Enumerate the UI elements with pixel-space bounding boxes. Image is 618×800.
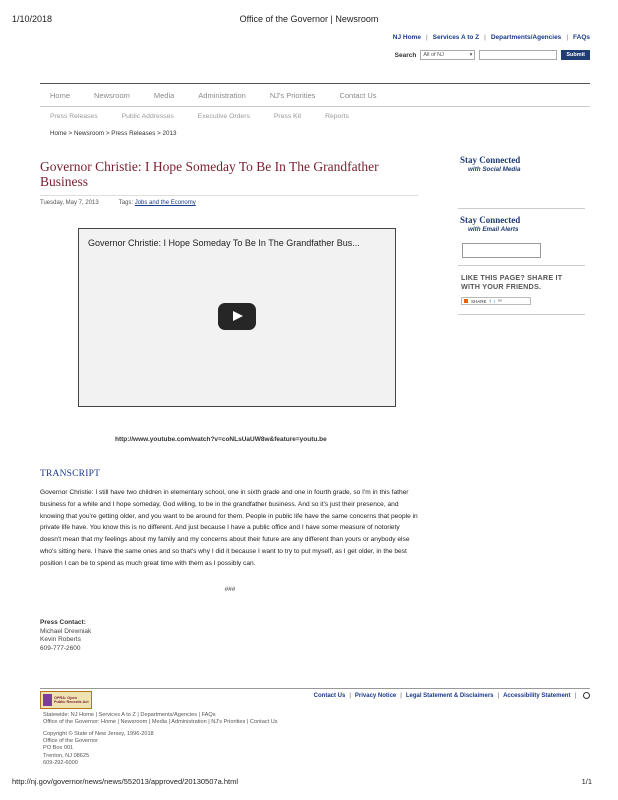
article-date: Tuesday, May 7, 2013 bbox=[40, 200, 99, 206]
nav-divider bbox=[40, 83, 590, 84]
utility-nav: NJ Home | Services A to Z | Departments/Agencies | FAQs bbox=[392, 34, 590, 41]
end-mark: ### bbox=[224, 586, 236, 593]
office-links[interactable]: Office of the Governor: Home | Newsroom | Media | Administration | NJ's Priorities | Contact Us bbox=[43, 719, 278, 725]
footer-accessibility[interactable]: Accessibility Statement bbox=[503, 692, 571, 699]
subnav-executive-orders[interactable]: Executive Orders bbox=[197, 113, 250, 120]
share-button[interactable] bbox=[461, 297, 531, 305]
copyright-block bbox=[43, 731, 154, 767]
press-contact bbox=[40, 619, 91, 653]
social-media-link[interactable]: with Social Media bbox=[468, 166, 521, 173]
footer-privacy-notice[interactable]: Privacy Notice bbox=[354, 692, 397, 699]
nav-home[interactable]: Home bbox=[50, 91, 71, 100]
address-line: Office of the Governor bbox=[43, 738, 98, 745]
twitter-icon: t bbox=[493, 298, 496, 304]
search-bar bbox=[395, 50, 590, 60]
address-line: PO Box 001 bbox=[43, 745, 74, 752]
opra-mark-icon bbox=[43, 694, 52, 706]
page-title: Governor Christie: I Hope Someday To Be In The Grandfather Business bbox=[40, 159, 379, 189]
print-url: http://nj.gov/governor/news/news/552013/approved/20130507a.html bbox=[12, 777, 238, 786]
util-link-departments[interactable]: Departments/Agencies bbox=[490, 34, 562, 41]
subnav-press-kit[interactable]: Press Kit bbox=[273, 113, 302, 120]
email-alert-input[interactable] bbox=[462, 243, 541, 258]
main-nav bbox=[50, 91, 377, 100]
stay-connected-heading: Stay Connected bbox=[460, 215, 521, 225]
util-link-nj-home[interactable]: NJ Home bbox=[392, 34, 421, 41]
subnav-public-addresses[interactable]: Public Addresses bbox=[121, 113, 174, 120]
nav-media[interactable]: Media bbox=[153, 91, 175, 100]
search-input[interactable] bbox=[479, 50, 557, 60]
nav-contact-us[interactable]: Contact Us bbox=[339, 91, 377, 100]
facebook-icon: f bbox=[489, 298, 491, 304]
address-line: Trenton, NJ 08625 bbox=[43, 752, 90, 759]
subnav-reports[interactable]: Reports bbox=[325, 113, 349, 120]
share-prompt bbox=[461, 273, 562, 291]
statewide-links[interactable]: Statewide: NJ Home | Services A to Z | Departments/Agencies | FAQs bbox=[43, 712, 216, 718]
util-link-faqs[interactable]: FAQs bbox=[573, 34, 590, 41]
press-contact-label: Press Contact: bbox=[40, 619, 86, 626]
share-prompt-line: WITH YOUR FRIENDS. bbox=[461, 282, 542, 291]
opra-text-line: Public Records Act bbox=[54, 700, 89, 704]
opra-text bbox=[54, 696, 89, 705]
print-title: Office of the Governor | Newsroom bbox=[239, 14, 379, 24]
search-scope-select[interactable] bbox=[420, 50, 475, 60]
print-date: 1/10/2018 bbox=[12, 14, 53, 24]
tag-link[interactable]: Jobs and the Economy bbox=[134, 200, 196, 206]
sidebar-divider bbox=[458, 265, 585, 266]
footer-contact-us[interactable]: Contact Us bbox=[313, 692, 346, 699]
video-player[interactable] bbox=[78, 228, 396, 407]
nav-administration[interactable]: Administration bbox=[198, 91, 246, 100]
share-prompt-line: LIKE THIS PAGE? SHARE IT bbox=[461, 273, 563, 282]
sub-nav bbox=[50, 113, 349, 120]
share-plus-icon bbox=[464, 299, 468, 303]
copyright-line: Copyright © State of New Jersey, 1996-2018 bbox=[43, 731, 154, 737]
email-icon: ✉ bbox=[498, 298, 502, 303]
footer-site-links bbox=[43, 712, 278, 726]
nav-newsroom[interactable]: Newsroom bbox=[94, 91, 130, 100]
transcript-text: Governor Christie: I still have two children in elementary school, one in sixth grade and one in fourth grade, so I'm in this father business for a while and I hope someday, God willing, to be in the grandfather business. And so it's just their presence, and knowing that you're getting older, and you want to be around for them. People in public life have the same concerns that people in private life have. You know this is no different. And just because I have a public office and I have some measure of notoriety doesn't mean that my feelings about my family and my concerns about their future are any different than yours or anybody else who's sitting here. I have the same ones and so that's why I did it because I want to try to put myself, as I get older, in the best position I can be to spend as much great time with them as I possibly can. bbox=[40, 489, 418, 567]
email-alerts-link[interactable]: with Email Alerts bbox=[468, 226, 519, 233]
search-submit-button[interactable]: Submit bbox=[561, 50, 590, 60]
video-title[interactable]: Governor Christie: I Hope Someday To Be In The Grandfather Bus... bbox=[88, 238, 360, 248]
footer-legal-statement[interactable]: Legal Statement & Disclaimers bbox=[405, 692, 494, 699]
print-page-number: 1/1 bbox=[581, 777, 592, 786]
press-contact-name: Michael Drewniak bbox=[40, 627, 92, 635]
stay-connected-heading: Stay Connected bbox=[460, 155, 521, 165]
subnav-press-releases[interactable]: Press Releases bbox=[50, 113, 98, 120]
sidebar-divider bbox=[458, 208, 585, 209]
opra-logo[interactable] bbox=[40, 691, 92, 709]
transcript-heading: TRANSCRIPT bbox=[40, 469, 101, 479]
search-scope-value: All of NJ bbox=[423, 52, 444, 58]
nav-divider bbox=[40, 106, 590, 107]
chevron-down-icon: ▾ bbox=[469, 52, 473, 58]
press-contact-phone: 609-777-2600 bbox=[40, 644, 81, 652]
article-meta bbox=[40, 200, 196, 206]
sidebar-divider bbox=[458, 314, 585, 315]
title-divider bbox=[40, 195, 418, 196]
press-contact-name: Kevin Roberts bbox=[40, 636, 81, 644]
tags-label: Tags: bbox=[118, 200, 134, 206]
util-link-services[interactable]: Services A to Z bbox=[432, 34, 480, 41]
phone-line: 609-292-6000 bbox=[43, 759, 78, 766]
share-label: SHARE bbox=[471, 298, 487, 304]
article-tags bbox=[119, 200, 196, 206]
play-button[interactable] bbox=[218, 303, 256, 330]
breadcrumb[interactable]: Home > Newsroom > Press Releases > 2013 bbox=[50, 130, 177, 137]
search-label: Search bbox=[394, 51, 417, 59]
opra-text-line: OPRA: Open bbox=[54, 695, 77, 700]
video-url[interactable]: http://www.youtube.com/watch?v=coNLsUaUW8w&feature=youtu.be bbox=[115, 436, 327, 443]
accessibility-icon[interactable] bbox=[583, 692, 590, 699]
play-icon bbox=[233, 311, 243, 321]
footer-divider bbox=[40, 688, 590, 689]
nav-priorities[interactable]: NJ's Priorities bbox=[269, 91, 316, 100]
footer-links: Contact Us | Privacy Notice | Legal Statement & Disclaimers | Accessibility Statement | bbox=[314, 692, 590, 699]
